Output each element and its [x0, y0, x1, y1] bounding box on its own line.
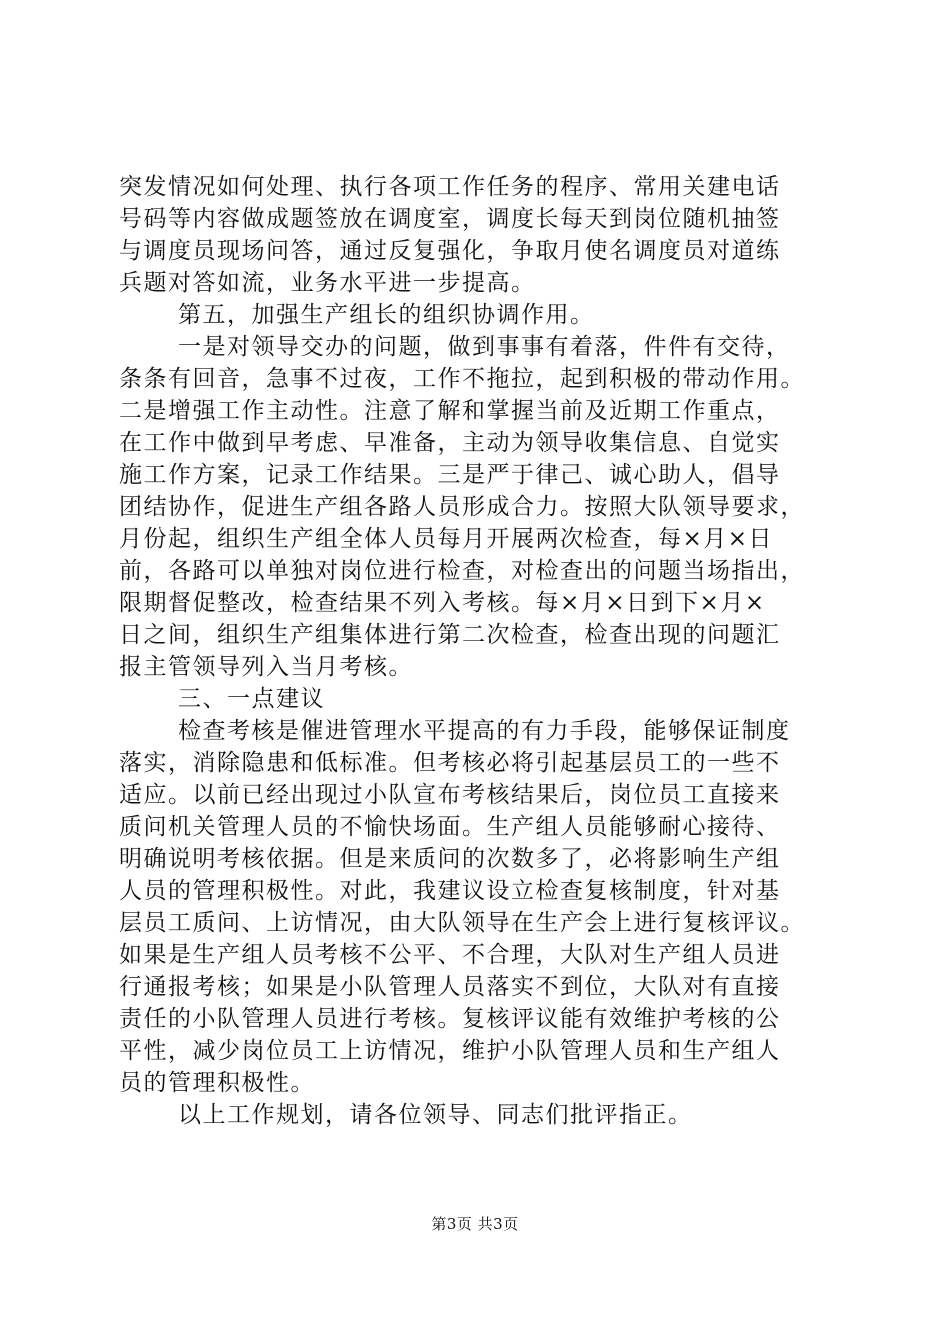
closing-line: 以上工作规划，请各位领导、同志们批评指正。 [178, 1102, 693, 1128]
body-line: 二是增强工作主动性。注意了解和掌握当前及近期工作重点， [119, 398, 781, 424]
body-line: 月份起，组织生产组全体人员每月开展两次检查，每×月×日 [119, 526, 774, 552]
body-line: 兵题对答如流，业务水平进一步提高。 [119, 270, 536, 296]
body-line: 行通报考核；如果是小队管理人员落实不到位，大队对有直接 [119, 974, 781, 1000]
section-heading: 三、一点建议 [178, 686, 325, 712]
body-line: 层员工质问、上访情况，由大队领导在生产会上进行复核评议。 [119, 910, 805, 936]
body-line: 突发情况如何处理、执行各项工作任务的程序、常用关建电话 [119, 174, 781, 200]
body-line: 员的管理积极性。 [119, 1070, 315, 1096]
body-line: 限期督促整改，检查结果不列入考核。每×月×日到下×月× [119, 590, 766, 616]
body-line: 落实，消除隐患和低标准。但考核必将引起基层员工的一些不 [119, 750, 781, 776]
body-line: 适应。以前已经出现过小队宣布考核结果后，岗位员工直接来 [119, 782, 781, 808]
body-line: 施工作方案，记录工作结果。三是严于律己、诚心助人，倡导 [119, 462, 781, 488]
body-line: 条条有回音，急事不过夜，工作不拖拉，起到积极的带动作用。 [119, 366, 805, 392]
body-line: 检查考核是催进管理水平提高的有力手段，能够保证制度 [178, 718, 791, 744]
document-body [119, 171, 841, 1131]
body-line: 人员的管理积极性。对此，我建议设立检查复核制度，针对基 [119, 878, 781, 904]
section-heading: 第五，加强生产组长的组织协调作用。 [178, 302, 595, 328]
body-line: 明确说明考核依据。但是来质问的次数多了，必将影响生产组 [119, 846, 781, 872]
body-line: 一是对领导交办的问题，做到事事有着落，件件有交待， [178, 334, 791, 360]
body-line: 质问机关管理人员的不愉快场面。生产组人员能够耐心接待、 [119, 814, 781, 840]
body-line: 如果是生产组人员考核不公平、不合理，大队对生产组人员进 [119, 942, 781, 968]
body-line: 团结协作，促进生产组各路人员形成合力。按照大队领导要求， [119, 494, 805, 520]
body-line: 报主管领导列入当月考核。 [119, 654, 413, 680]
body-line: 责任的小队管理人员进行考核。复核评议能有效维护考核的公 [119, 1006, 781, 1032]
body-line: 日之间，组织生产组集体进行第二次检查，检查出现的问题汇 [119, 622, 781, 648]
body-line: 平性，减少岗位员工上访情况，维护小队管理人员和生产组人 [119, 1038, 781, 1064]
body-line: 前，各路可以单独对岗位进行检查，对检查出的问题当场指出， [119, 558, 805, 584]
page-footer: 第3页 共3页 [431, 1215, 519, 1233]
body-line: 与调度员现场问答，通过反复强化，争取月使名调度员对道练 [119, 238, 781, 264]
body-line: 号码等内容做成题签放在调度室，调度长每天到岗位随机抽签 [119, 206, 781, 232]
body-line: 在工作中做到早考虑、早准备，主动为领导收集信息、自觉实 [119, 430, 781, 456]
